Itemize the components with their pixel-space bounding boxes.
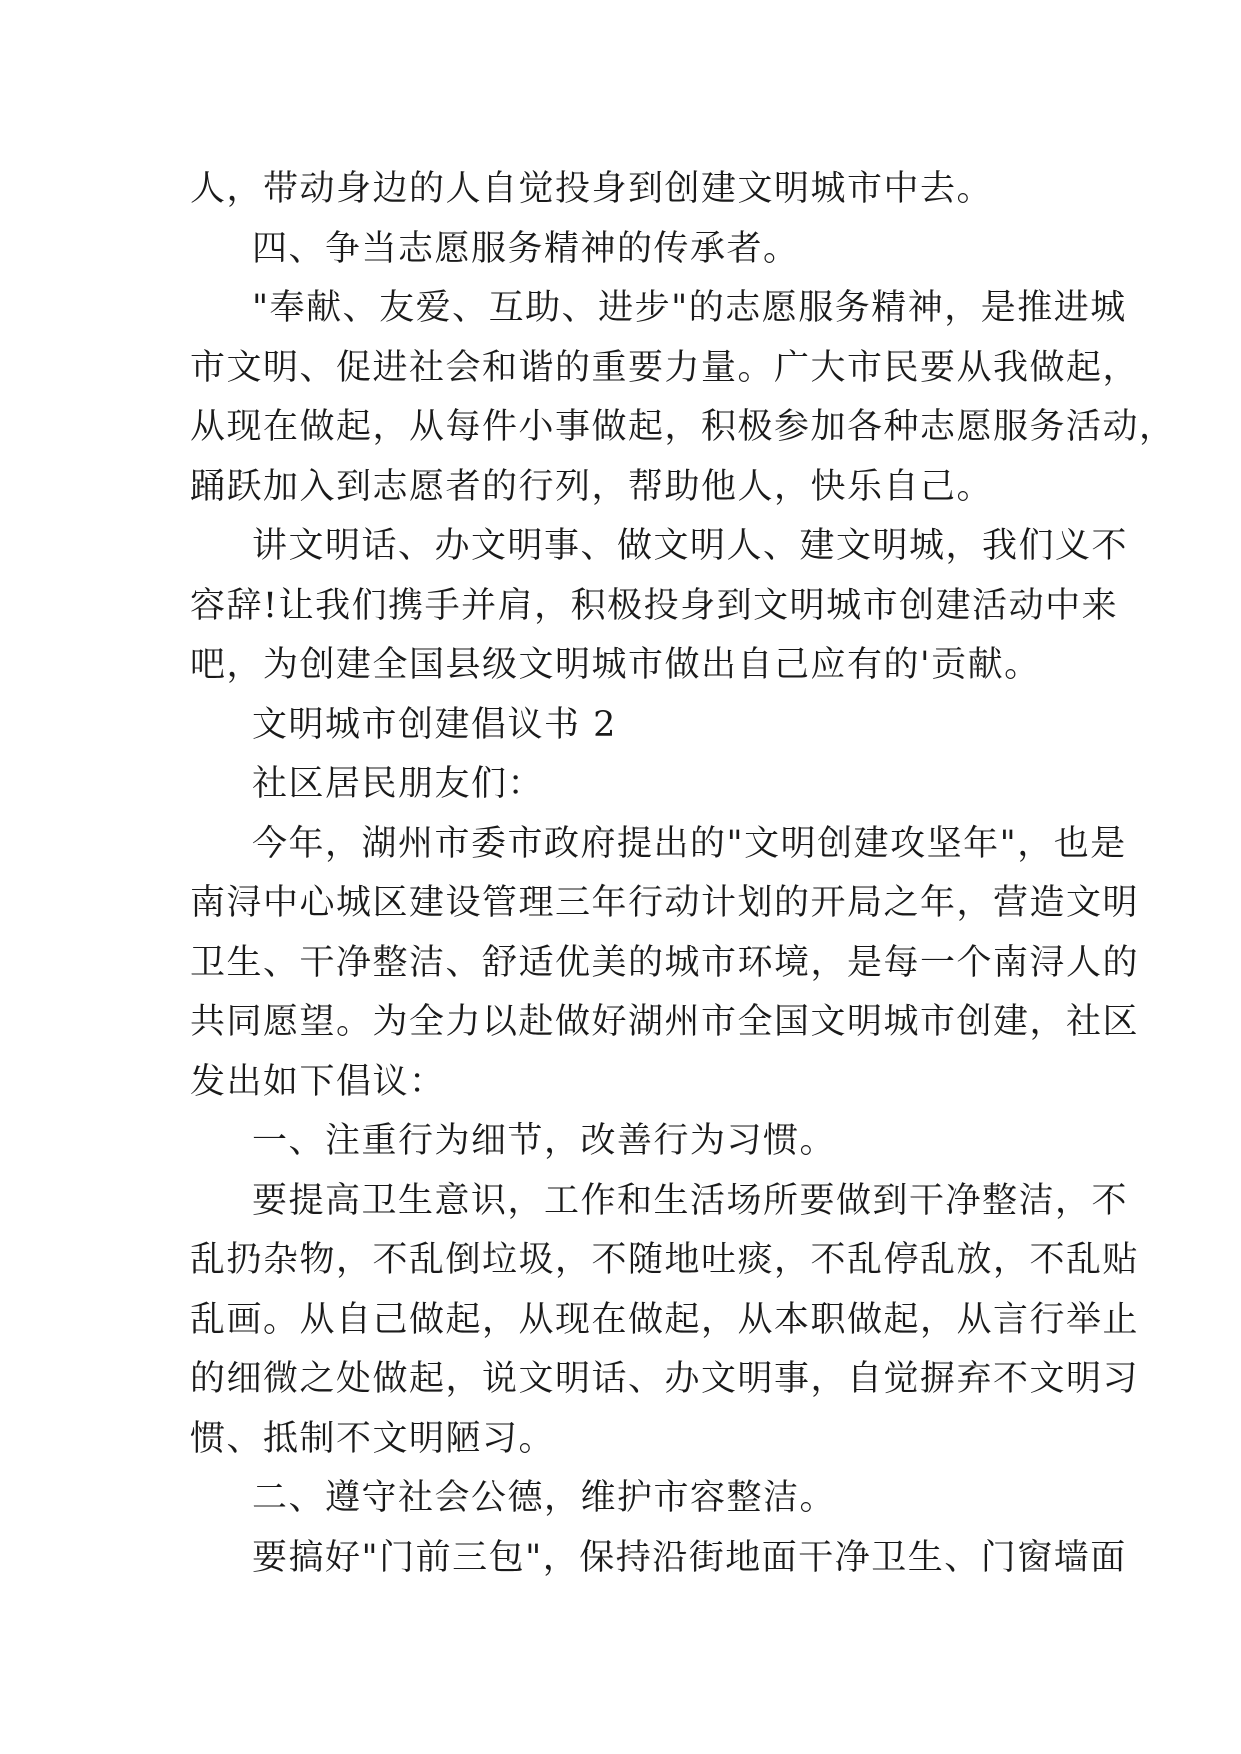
text-line: 乱画。从自己做起，从现在做起，从本职做起，从言行举止 xyxy=(190,1299,1140,1340)
text-line: 惯、抵制不文明陋习。 xyxy=(190,1418,556,1459)
salutation: 社区居民朋友们： xyxy=(252,764,545,804)
text-line: 乱扔杂物，不乱倒垃圾，不随地吐痰，不乱停乱放，不乱贴 xyxy=(190,1240,1140,1280)
text-line: 市文明、促进社会和谐的重要力量。广大市民要从我做起， xyxy=(190,347,1140,388)
text-line: 吧，为创建全国县级文明城市做出自己应有的'贡献。 xyxy=(190,645,1041,685)
text-line: 南浔中心城区建设管理三年行动计划的开局之年，营造文明 xyxy=(190,883,1140,923)
document-body xyxy=(190,160,1176,1588)
text-line: 共同愿望。为全力以赴做好湖州市全国文明城市创建，社区 xyxy=(190,1002,1140,1042)
text-line: 踊跃加入到志愿者的行列，帮助他人，快乐自己。 xyxy=(190,466,994,507)
text-line: 今年，湖州市委市政府提出的"文明创建攻坚年"，也是 xyxy=(252,823,1127,864)
text-line: 发出如下倡议： xyxy=(190,1061,446,1102)
document-title: 文明城市创建倡议书 2 xyxy=(252,704,617,745)
text-line: 要提高卫生意识，工作和生活场所要做到干净整洁，不 xyxy=(252,1180,1129,1221)
text-line: 人，带动身边的人自觉投身到创建文明城市中去。 xyxy=(190,169,994,209)
text-line: 卫生、干净整洁、舒适优美的城市环境，是每一个南浔人的 xyxy=(190,942,1140,983)
text-line: 的细微之处做起，说文明话、办文明事，自觉摒弃不文明习 xyxy=(190,1359,1140,1399)
text-line: "奉献、友爱、互助、进步"的志愿服务精神，是推进城 xyxy=(252,288,1127,328)
text-line: 要搞好"门前三包"，保持沿街地面干净卫生、门窗墙面 xyxy=(252,1537,1127,1578)
section-heading: 一、注重行为细节，改善行为习惯。 xyxy=(252,1121,837,1161)
section-heading: 二、遵守社会公德，维护市容整洁。 xyxy=(252,1478,837,1518)
section-heading: 四、争当志愿服务精神的传承者。 xyxy=(252,228,800,269)
text-line: 容辞!让我们携手并肩，积极投身到文明城市创建活动中来 xyxy=(190,585,1119,626)
text-line: 从现在做起，从每件小事做起，积极参加各种志愿服务活动， xyxy=(190,407,1176,447)
text-line: 讲文明话、办文明事、做文明人、建文明城，我们义不 xyxy=(252,526,1129,566)
